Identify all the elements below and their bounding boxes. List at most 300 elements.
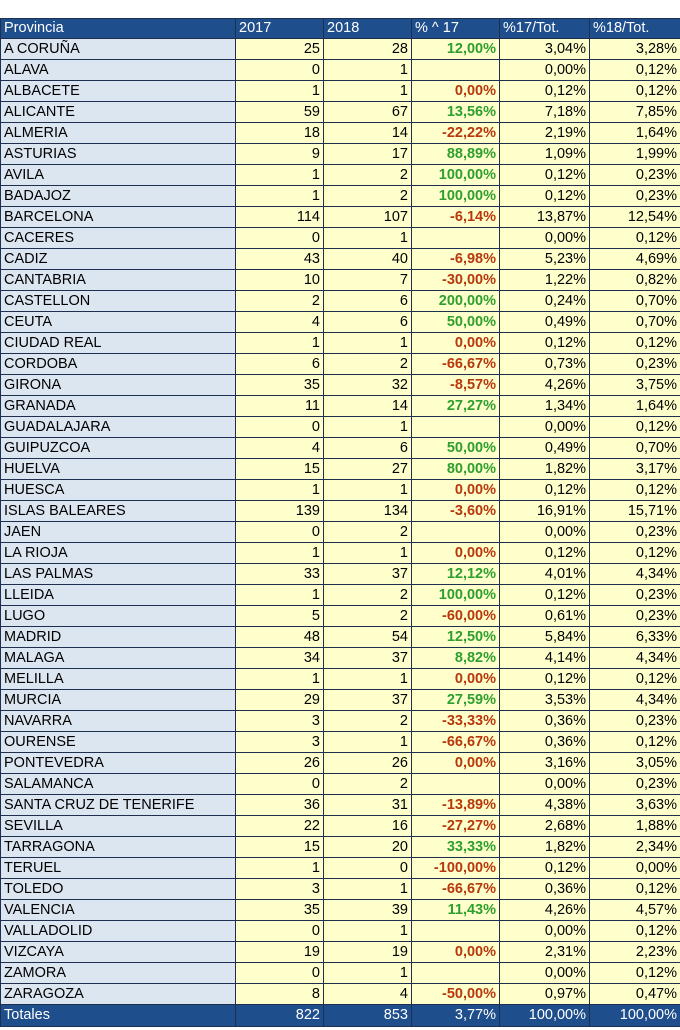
cell-share-2018: 2,23%: [590, 942, 680, 963]
cell-share-2018: 1,64%: [590, 396, 680, 417]
table-row: [1, 942, 680, 963]
cell-province: CASTELLON: [1, 291, 236, 312]
cell-2017: 15: [236, 459, 324, 480]
cell-2017: 19: [236, 942, 324, 963]
cell-change: -66,67%: [412, 354, 500, 375]
cell-share-2018: 0,12%: [590, 669, 680, 690]
cell-change: -33,33%: [412, 711, 500, 732]
cell-province: ALBACETE: [1, 81, 236, 102]
cell-change: 12,12%: [412, 564, 500, 585]
cell-change: [412, 60, 500, 81]
cell-2018: 1: [324, 60, 412, 81]
cell-share-2018: 0,12%: [590, 480, 680, 501]
cell-province: LUGO: [1, 606, 236, 627]
cell-share-2017: 0,49%: [500, 438, 590, 459]
table-row: [1, 543, 680, 564]
cell-2017: 35: [236, 375, 324, 396]
cell-share-2017: 5,23%: [500, 249, 590, 270]
cell-share-2018: 0,12%: [590, 60, 680, 81]
totals-share-2018: 100,00%: [590, 1005, 680, 1027]
cell-share-2018: 0,23%: [590, 585, 680, 606]
cell-2018: 1: [324, 228, 412, 249]
cell-2018: 1: [324, 480, 412, 501]
table-row: [1, 858, 680, 879]
cell-share-2017: 1,82%: [500, 459, 590, 480]
cell-2018: 37: [324, 648, 412, 669]
cell-change: -66,67%: [412, 879, 500, 900]
header-provincia: Provincia: [1, 19, 236, 39]
cell-2017: 34: [236, 648, 324, 669]
cell-2017: 4: [236, 312, 324, 333]
cell-province: A CORUÑA: [1, 39, 236, 60]
cell-2018: 1: [324, 81, 412, 102]
table-row: [1, 648, 680, 669]
cell-change: 100,00%: [412, 585, 500, 606]
cell-province: CACERES: [1, 228, 236, 249]
cell-province: ALICANTE: [1, 102, 236, 123]
cell-share-2017: 3,53%: [500, 690, 590, 711]
cell-2017: 0: [236, 417, 324, 438]
cell-share-2018: 3,28%: [590, 39, 680, 60]
cell-province: CEUTA: [1, 312, 236, 333]
cell-change: -60,00%: [412, 606, 500, 627]
cell-share-2017: 7,18%: [500, 102, 590, 123]
cell-2018: 134: [324, 501, 412, 522]
table-row: [1, 249, 680, 270]
cell-2017: 9: [236, 144, 324, 165]
totals-share-2017: 100,00%: [500, 1005, 590, 1027]
cell-province: MELILLA: [1, 669, 236, 690]
table-row: [1, 270, 680, 291]
table-footer: [1, 1005, 680, 1027]
cell-share-2018: 0,82%: [590, 270, 680, 291]
cell-2018: 2: [324, 522, 412, 543]
cell-2018: 19: [324, 942, 412, 963]
cell-2018: 27: [324, 459, 412, 480]
cell-2017: 8: [236, 984, 324, 1005]
cell-2017: 3: [236, 711, 324, 732]
cell-share-2018: 1,88%: [590, 816, 680, 837]
table-row: [1, 606, 680, 627]
table-row: [1, 60, 680, 81]
cell-2018: 2: [324, 354, 412, 375]
cell-share-2017: 1,34%: [500, 396, 590, 417]
table-row: [1, 711, 680, 732]
cell-change: [412, 522, 500, 543]
cell-2018: 1: [324, 669, 412, 690]
table-row: [1, 963, 680, 984]
cell-share-2018: 3,63%: [590, 795, 680, 816]
cell-change: -8,57%: [412, 375, 500, 396]
table-row: [1, 837, 680, 858]
cell-province: ISLAS BALEARES: [1, 501, 236, 522]
table-row: [1, 900, 680, 921]
cell-2018: 40: [324, 249, 412, 270]
cell-2018: 28: [324, 39, 412, 60]
cell-province: TOLEDO: [1, 879, 236, 900]
cell-2017: 3: [236, 732, 324, 753]
cell-2018: 37: [324, 690, 412, 711]
cell-change: 50,00%: [412, 312, 500, 333]
cell-share-2017: 0,36%: [500, 732, 590, 753]
cell-2017: 1: [236, 186, 324, 207]
cell-share-2017: 4,38%: [500, 795, 590, 816]
cell-share-2017: 2,19%: [500, 123, 590, 144]
cell-2017: 1: [236, 480, 324, 501]
cell-share-2018: 0,70%: [590, 438, 680, 459]
table-row: [1, 417, 680, 438]
cell-share-2017: 0,12%: [500, 858, 590, 879]
cell-2018: 2: [324, 585, 412, 606]
cell-share-2017: 4,14%: [500, 648, 590, 669]
cell-share-2018: 7,85%: [590, 102, 680, 123]
cell-2017: 43: [236, 249, 324, 270]
cell-share-2018: 4,34%: [590, 564, 680, 585]
cell-change: 27,27%: [412, 396, 500, 417]
cell-2018: 2: [324, 711, 412, 732]
table-row: [1, 732, 680, 753]
totals-2018: 853: [324, 1005, 412, 1027]
cell-2018: 31: [324, 795, 412, 816]
table-row: [1, 522, 680, 543]
header-row: [1, 19, 680, 39]
cell-province: GIRONA: [1, 375, 236, 396]
cell-share-2017: 0,12%: [500, 543, 590, 564]
table-row: [1, 984, 680, 1005]
cell-2017: 15: [236, 837, 324, 858]
cell-share-2017: 4,26%: [500, 375, 590, 396]
cell-2018: 7: [324, 270, 412, 291]
cell-2017: 3: [236, 879, 324, 900]
cell-2018: 1: [324, 417, 412, 438]
table-row: [1, 186, 680, 207]
cell-province: SANTA CRUZ DE TENERIFE: [1, 795, 236, 816]
cell-change: 50,00%: [412, 438, 500, 459]
cell-share-2018: 0,70%: [590, 312, 680, 333]
table-row: [1, 585, 680, 606]
cell-share-2017: 0,12%: [500, 333, 590, 354]
cell-share-2017: 0,73%: [500, 354, 590, 375]
cell-province: TARRAGONA: [1, 837, 236, 858]
cell-share-2018: 0,70%: [590, 291, 680, 312]
cell-share-2018: 3,17%: [590, 459, 680, 480]
cell-share-2018: 15,71%: [590, 501, 680, 522]
cell-change: 0,00%: [412, 333, 500, 354]
cell-share-2017: 0,36%: [500, 711, 590, 732]
cell-province: VALENCIA: [1, 900, 236, 921]
cell-change: 27,59%: [412, 690, 500, 711]
cell-change: [412, 921, 500, 942]
cell-province: CORDOBA: [1, 354, 236, 375]
cell-share-2018: 0,23%: [590, 606, 680, 627]
cell-share-2018: 0,23%: [590, 186, 680, 207]
cell-2017: 114: [236, 207, 324, 228]
cell-share-2017: 0,00%: [500, 417, 590, 438]
cell-province: VIZCAYA: [1, 942, 236, 963]
cell-province: MALAGA: [1, 648, 236, 669]
cell-share-2018: 0,12%: [590, 228, 680, 249]
totals-row: [1, 1005, 680, 1027]
cell-share-2018: 0,12%: [590, 333, 680, 354]
table-row: [1, 480, 680, 501]
cell-2018: 2: [324, 186, 412, 207]
cell-change: -22,22%: [412, 123, 500, 144]
cell-change: [412, 963, 500, 984]
cell-2018: 1: [324, 732, 412, 753]
cell-2018: 14: [324, 396, 412, 417]
table-row: [1, 627, 680, 648]
cell-2017: 139: [236, 501, 324, 522]
cell-2017: 10: [236, 270, 324, 291]
cell-province: GUADALAJARA: [1, 417, 236, 438]
cell-change: 0,00%: [412, 942, 500, 963]
cell-2018: 1: [324, 879, 412, 900]
cell-share-2018: 4,57%: [590, 900, 680, 921]
table-row: [1, 165, 680, 186]
cell-2017: 2: [236, 291, 324, 312]
cell-share-2018: 0,00%: [590, 858, 680, 879]
table-row: [1, 354, 680, 375]
header-2018: 2018: [324, 19, 412, 39]
cell-change: [412, 417, 500, 438]
cell-2018: 26: [324, 753, 412, 774]
cell-share-2018: 0,12%: [590, 81, 680, 102]
cell-province: PONTEVEDRA: [1, 753, 236, 774]
cell-share-2018: 4,69%: [590, 249, 680, 270]
table-row: [1, 228, 680, 249]
cell-share-2018: 0,23%: [590, 522, 680, 543]
cell-change: 0,00%: [412, 669, 500, 690]
header-change: % ^ 17: [412, 19, 500, 39]
cell-share-2017: 4,01%: [500, 564, 590, 585]
cell-province: CANTABRIA: [1, 270, 236, 291]
cell-2017: 26: [236, 753, 324, 774]
cell-share-2018: 4,34%: [590, 648, 680, 669]
cell-share-2017: 0,36%: [500, 879, 590, 900]
cell-share-2018: 0,23%: [590, 354, 680, 375]
table-row: [1, 501, 680, 522]
table-row: [1, 921, 680, 942]
cell-2017: 18: [236, 123, 324, 144]
cell-2018: 1: [324, 333, 412, 354]
cell-change: 13,56%: [412, 102, 500, 123]
cell-change: -27,27%: [412, 816, 500, 837]
cell-province: SALAMANCA: [1, 774, 236, 795]
totals-2017: 822: [236, 1005, 324, 1027]
cell-province: NAVARRA: [1, 711, 236, 732]
cell-change: 12,00%: [412, 39, 500, 60]
cell-share-2017: 3,04%: [500, 39, 590, 60]
cell-2017: 1: [236, 333, 324, 354]
cell-share-2018: 0,12%: [590, 732, 680, 753]
cell-2017: 59: [236, 102, 324, 123]
cell-province: ASTURIAS: [1, 144, 236, 165]
cell-2018: 54: [324, 627, 412, 648]
cell-share-2018: 0,23%: [590, 165, 680, 186]
cell-province: ALMERIA: [1, 123, 236, 144]
cell-province: AVILA: [1, 165, 236, 186]
cell-share-2017: 0,00%: [500, 963, 590, 984]
totals-change: 3,77%: [412, 1005, 500, 1027]
cell-share-2017: 3,16%: [500, 753, 590, 774]
cell-province: HUESCA: [1, 480, 236, 501]
cell-2018: 6: [324, 438, 412, 459]
table-row: [1, 396, 680, 417]
cell-share-2017: 0,97%: [500, 984, 590, 1005]
cell-2017: 1: [236, 669, 324, 690]
cell-2017: 22: [236, 816, 324, 837]
cell-province: TERUEL: [1, 858, 236, 879]
cell-2018: 67: [324, 102, 412, 123]
cell-share-2017: 13,87%: [500, 207, 590, 228]
cell-2017: 0: [236, 60, 324, 81]
cell-share-2017: 2,68%: [500, 816, 590, 837]
table-row: [1, 753, 680, 774]
cell-province: ZAMORA: [1, 963, 236, 984]
table-row: [1, 123, 680, 144]
cell-change: 33,33%: [412, 837, 500, 858]
cell-2017: 35: [236, 900, 324, 921]
cell-share-2018: 0,47%: [590, 984, 680, 1005]
cell-province: GRANADA: [1, 396, 236, 417]
cell-change: [412, 228, 500, 249]
header-share-2017: %17/Tot.: [500, 19, 590, 39]
cell-province: SEVILLA: [1, 816, 236, 837]
cell-share-2018: 0,12%: [590, 963, 680, 984]
cell-share-2017: 0,00%: [500, 522, 590, 543]
cell-2017: 1: [236, 165, 324, 186]
cell-share-2017: 0,00%: [500, 60, 590, 81]
cell-2018: 107: [324, 207, 412, 228]
cell-province: JAEN: [1, 522, 236, 543]
cell-share-2017: 1,82%: [500, 837, 590, 858]
cell-province: BADAJOZ: [1, 186, 236, 207]
cell-2017: 1: [236, 81, 324, 102]
cell-share-2018: 0,23%: [590, 711, 680, 732]
cell-change: 0,00%: [412, 543, 500, 564]
cell-2017: 33: [236, 564, 324, 585]
cell-share-2017: 16,91%: [500, 501, 590, 522]
cell-share-2018: 4,34%: [590, 690, 680, 711]
cell-2017: 0: [236, 522, 324, 543]
cell-change: -50,00%: [412, 984, 500, 1005]
cell-change: -13,89%: [412, 795, 500, 816]
cell-share-2017: 2,31%: [500, 942, 590, 963]
cell-2017: 0: [236, 921, 324, 942]
cell-share-2017: 0,12%: [500, 81, 590, 102]
cell-change: -100,00%: [412, 858, 500, 879]
cell-province: HUELVA: [1, 459, 236, 480]
header-2017: 2017: [236, 19, 324, 39]
cell-change: -6,98%: [412, 249, 500, 270]
table-row: [1, 816, 680, 837]
cell-2018: 37: [324, 564, 412, 585]
cell-share-2018: 3,75%: [590, 375, 680, 396]
cell-province: LLEIDA: [1, 585, 236, 606]
cell-change: 88,89%: [412, 144, 500, 165]
cell-share-2018: 0,12%: [590, 921, 680, 942]
cell-2017: 36: [236, 795, 324, 816]
cell-2018: 1: [324, 963, 412, 984]
cell-2018: 6: [324, 312, 412, 333]
table-header: [1, 19, 680, 39]
cell-2017: 29: [236, 690, 324, 711]
cell-2017: 0: [236, 963, 324, 984]
cell-share-2017: 1,09%: [500, 144, 590, 165]
cell-2017: 4: [236, 438, 324, 459]
cell-change: 11,43%: [412, 900, 500, 921]
cell-2018: 2: [324, 606, 412, 627]
cell-change: 0,00%: [412, 753, 500, 774]
cell-change: 80,00%: [412, 459, 500, 480]
cell-2018: 16: [324, 816, 412, 837]
cell-share-2017: 0,24%: [500, 291, 590, 312]
table-body: [1, 39, 680, 1005]
cell-share-2017: 0,00%: [500, 921, 590, 942]
cell-province: ZARAGOZA: [1, 984, 236, 1005]
cell-2018: 2: [324, 774, 412, 795]
cell-share-2018: 0,12%: [590, 417, 680, 438]
cell-share-2018: 0,12%: [590, 879, 680, 900]
cell-change: [412, 774, 500, 795]
cell-2017: 1: [236, 585, 324, 606]
cell-change: -6,14%: [412, 207, 500, 228]
province-table: [0, 18, 680, 1027]
cell-share-2017: 4,26%: [500, 900, 590, 921]
cell-province: OURENSE: [1, 732, 236, 753]
cell-change: 200,00%: [412, 291, 500, 312]
cell-2018: 39: [324, 900, 412, 921]
cell-share-2017: 0,49%: [500, 312, 590, 333]
cell-2018: 17: [324, 144, 412, 165]
cell-share-2017: 0,12%: [500, 585, 590, 606]
cell-change: 8,82%: [412, 648, 500, 669]
cell-province: GUIPUZCOA: [1, 438, 236, 459]
cell-share-2018: 0,23%: [590, 774, 680, 795]
cell-change: 0,00%: [412, 81, 500, 102]
table-row: [1, 333, 680, 354]
cell-2017: 6: [236, 354, 324, 375]
cell-2017: 25: [236, 39, 324, 60]
cell-2017: 1: [236, 858, 324, 879]
table-row: [1, 291, 680, 312]
cell-2017: 1: [236, 543, 324, 564]
table-row: [1, 795, 680, 816]
cell-province: LAS PALMAS: [1, 564, 236, 585]
cell-2018: 0: [324, 858, 412, 879]
cell-2018: 1: [324, 543, 412, 564]
cell-province: MURCIA: [1, 690, 236, 711]
cell-share-2017: 0,00%: [500, 228, 590, 249]
cell-2018: 1: [324, 921, 412, 942]
cell-share-2017: 0,12%: [500, 669, 590, 690]
cell-change: 12,50%: [412, 627, 500, 648]
table-row: [1, 669, 680, 690]
cell-2017: 5: [236, 606, 324, 627]
cell-share-2018: 1,64%: [590, 123, 680, 144]
cell-province: MADRID: [1, 627, 236, 648]
cell-change: 100,00%: [412, 165, 500, 186]
cell-2017: 0: [236, 228, 324, 249]
cell-share-2018: 1,99%: [590, 144, 680, 165]
table-row: [1, 312, 680, 333]
table-row: [1, 39, 680, 60]
totals-label: Totales: [1, 1005, 236, 1027]
cell-2018: 32: [324, 375, 412, 396]
cell-share-2017: 0,00%: [500, 774, 590, 795]
cell-2018: 4: [324, 984, 412, 1005]
cell-change: 0,00%: [412, 480, 500, 501]
